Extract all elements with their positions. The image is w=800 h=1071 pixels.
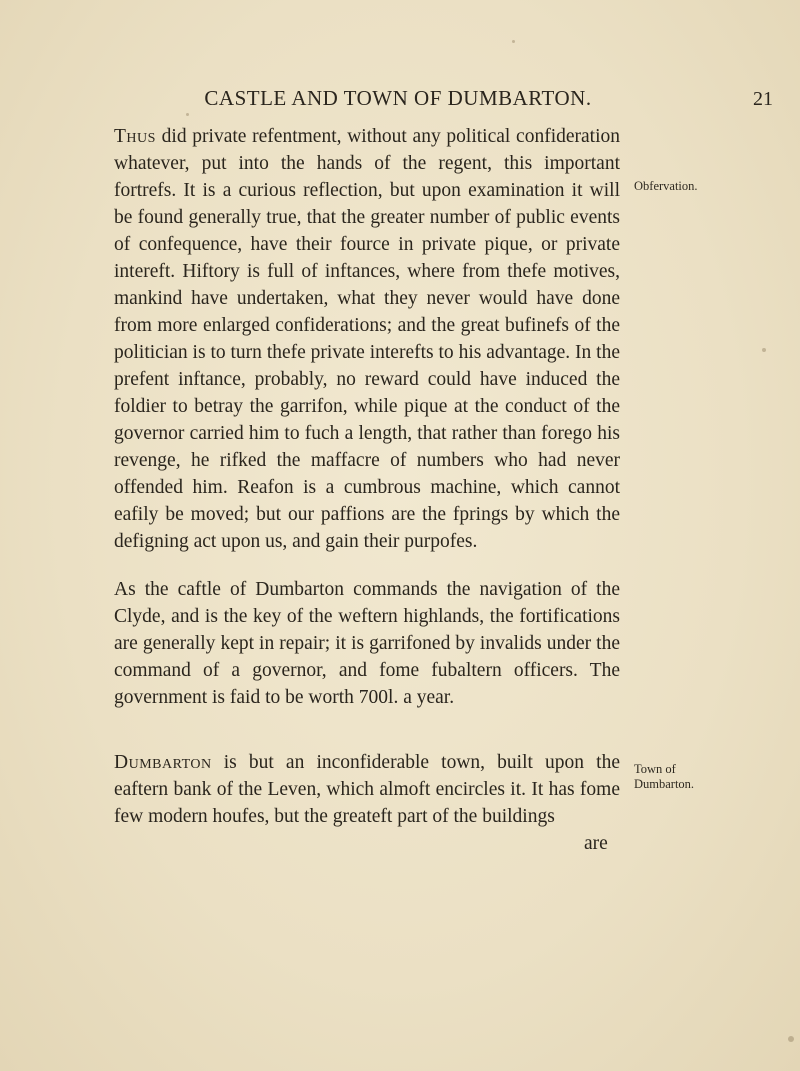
- paper-speck: [186, 113, 189, 116]
- page-number: 21: [753, 88, 773, 110]
- sidenote-town-of-dumbarton: [634, 762, 694, 792]
- paper-speck: [762, 348, 766, 352]
- sidenote-1-line-1: Obfervation.: [634, 179, 698, 193]
- sidenote-2-line-2: Dumbarton.: [634, 777, 695, 791]
- running-title: CASTLE AND TOWN OF DUMBARTON.: [204, 86, 592, 110]
- paragraph-1-text: did private refentment, without any political confideration whatever, put into the hands of the regent, this important fortrefs. It is a curious reflection, but upon examination it will be found generally true, that the greater number of public events of confequence, have their fource in private pique, or private intereft. Hiftory is full of inftances, where from thefe motives, mankind have undertaken, what they never would have done from more enlarged confiderations; and the great bufinefs of the politician is to turn thefe private interefts to his advantage. In the prefent inftance, probably, no reward could have induced the foldier to betray the garrifon, while pique at the conduct of the governor carried him to fuch a length, that rather than forego his revenge, he rifked the maffacre of numbers who had never offended him. Reafon is a cumbrous machine, which cannot eafily be moved; but our paffions are the fprings by which the defigning act upon us, and gain their purpofes.: [114, 126, 620, 552]
- paragraph-3-text: is but an inconfiderable town, built upon the eaftern bank of the Leven, which almoft encircles it. It has fome few modern houfes, but the greateft part of the buildings: [114, 752, 620, 827]
- paragraph-3-lead: Dumbarton: [114, 752, 212, 773]
- paragraph-2: [114, 576, 620, 711]
- paragraph-1: [114, 123, 620, 555]
- paragraph-2-text: As the caftle of Dumbarton commands the navigation of the Clyde, and is the key of the weftern highlands, the fortifications are generally kept in repair; it is garrifoned by invalids under the command of a governor, and fome fubaltern officers. The government is faid to be worth 700l. a year.: [114, 579, 620, 708]
- paragraph-1-lead: Thus: [114, 126, 156, 147]
- sidenote-observation: [634, 179, 698, 194]
- catchword: are: [584, 833, 608, 854]
- paper-speck: [512, 40, 515, 43]
- paragraph-3: [114, 749, 620, 830]
- sidenote-2-line-1: Town of: [634, 762, 676, 776]
- paper-speck: [788, 1036, 794, 1042]
